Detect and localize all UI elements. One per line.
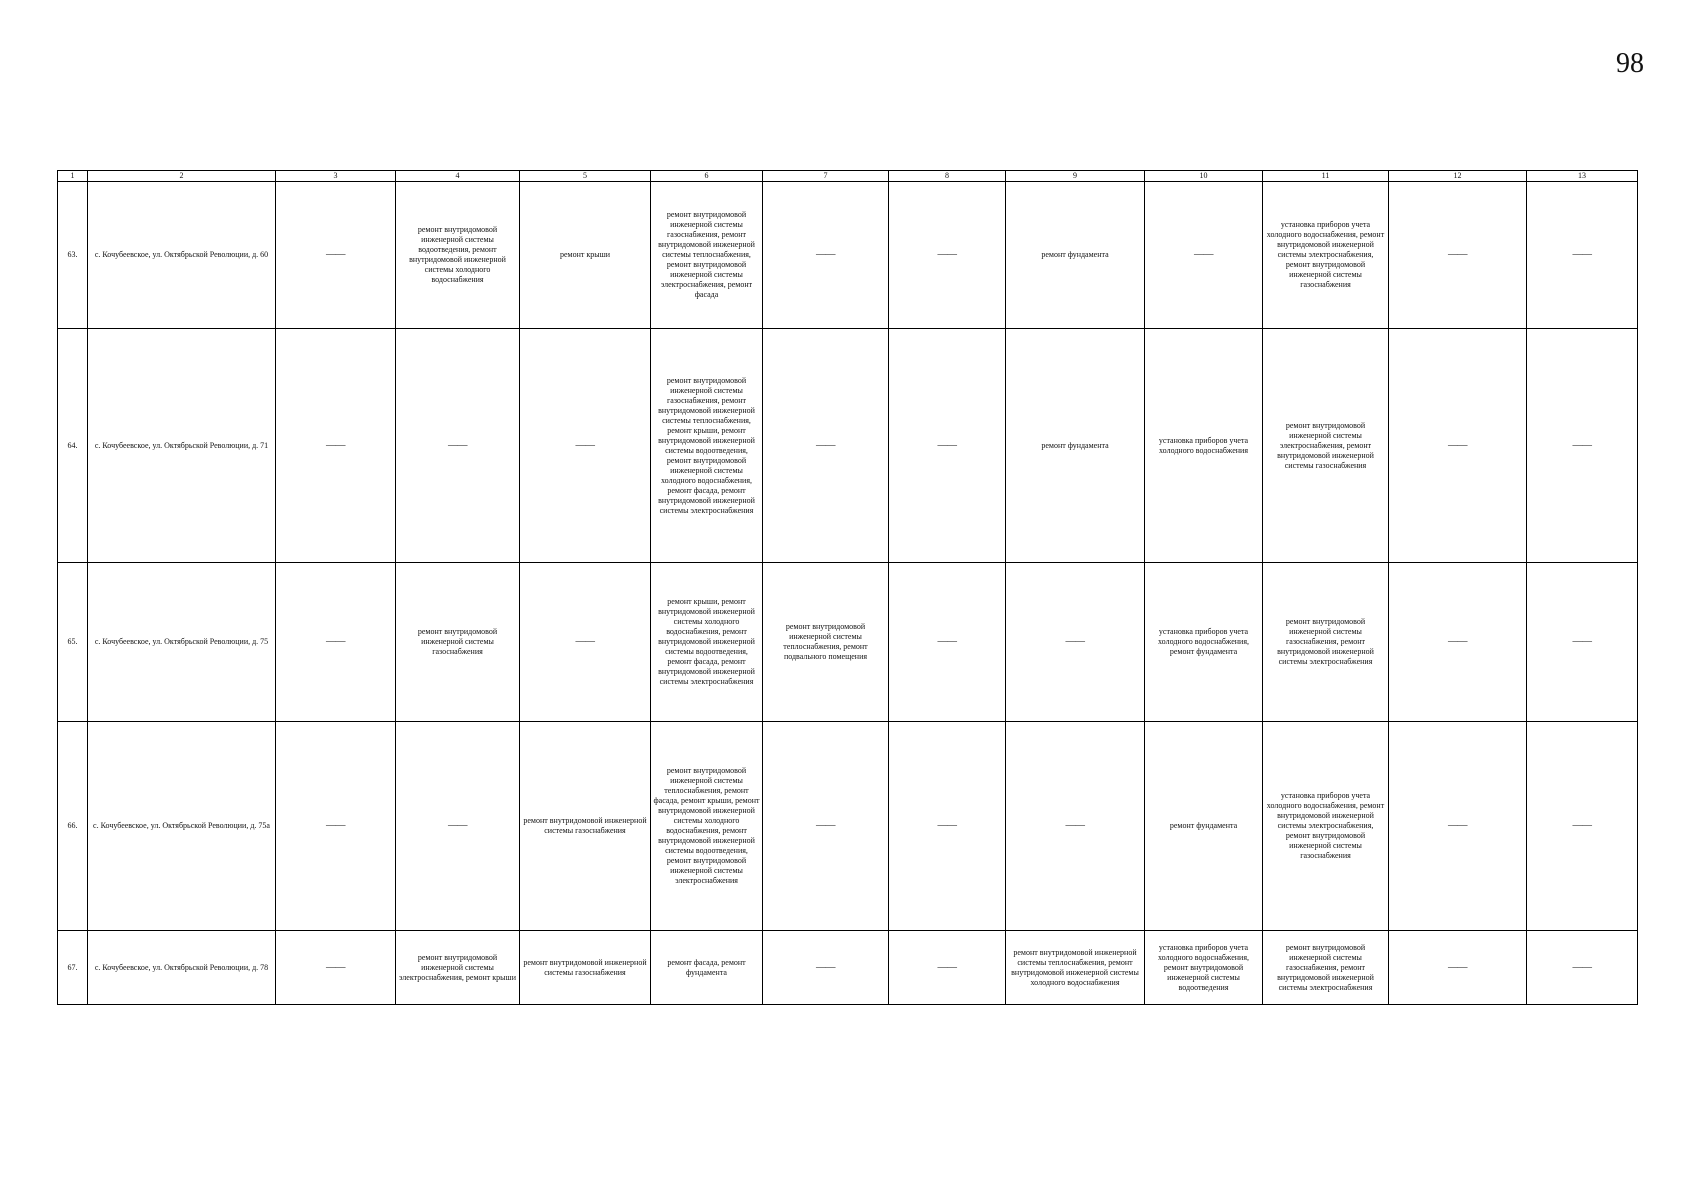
address-cell: с. Кочубеевское, ул. Октябрьской Революции, д. 71: [88, 329, 276, 563]
work-cell: ремонт внутридомовой инженерной системы водоотведения, ремонт внутридомовой инженерной системы холодного водоснабжения: [396, 182, 520, 329]
work-cell: ремонт внутридомовой инженерной системы теплоснабжения, ремонт подвального помещения: [763, 563, 889, 722]
work-cell: установка приборов учета холодного водоснабжения, ремонт внутридомовой инженерной системы водоотведения: [1145, 931, 1263, 1005]
row-number: 64.: [58, 329, 88, 563]
address-cell: с. Кочубеевское, ул. Октябрьской Революции, д. 60: [88, 182, 276, 329]
work-cell: ремонт крыши, ремонт внутридомовой инженерной системы холодного водоснабжения, ремонт внутридомовой инженерной системы водоотведения, ремонт фасада, ремонт внутридомовой инженерной системы электроснабжения: [651, 563, 763, 722]
work-cell: ремонт внутридомовой инженерной системы газоснабжения, ремонт внутридомовой инженерной системы электроснабжения: [1263, 563, 1389, 722]
column-header: 4: [396, 171, 520, 182]
work-cell: ремонт внутридомовой инженерной системы теплоснабжения, ремонт фасада, ремонт крыши, ремонт внутридомовой инженерной системы холодного водоснабжения, ремонт внутридомовой инженерной системы водоотведения, ремонт внутридомовой инженерной системы электроснабжения: [651, 722, 763, 931]
empty-cell-dash: ——: [1527, 563, 1638, 722]
empty-cell-dash: ——: [889, 182, 1006, 329]
column-header: 6: [651, 171, 763, 182]
column-header: 3: [276, 171, 396, 182]
empty-cell-dash: ——: [276, 931, 396, 1005]
empty-cell-dash: ——: [763, 931, 889, 1005]
work-cell: ремонт внутридомовой инженерной системы газоснабжения: [520, 722, 651, 931]
row-number: 65.: [58, 563, 88, 722]
empty-cell-dash: ——: [1006, 722, 1145, 931]
work-cell: ремонт внутридомовой инженерной системы газоснабжения, ремонт внутридомовой инженерной системы теплоснабжения, ремонт крыши, ремонт внутридомовой инженерной системы водоотведения, ремонт внутридомовой инженерной системы холодного водоснабжения, ремонт фасада, ремонт внутридомовой инженерной системы электроснабжения: [651, 329, 763, 563]
empty-cell-dash: ——: [1527, 329, 1638, 563]
empty-cell-dash: ——: [889, 563, 1006, 722]
work-cell: установка приборов учета холодного водоснабжения, ремонт внутридомовой инженерной системы электроснабжения, ремонт внутридомовой инженерной системы газоснабжения: [1263, 722, 1389, 931]
work-cell: ремонт внутридомовой инженерной системы газоснабжения: [520, 931, 651, 1005]
column-header: 12: [1389, 171, 1527, 182]
work-cell: установка приборов учета холодного водоснабжения: [1145, 329, 1263, 563]
column-header: 13: [1527, 171, 1638, 182]
column-header: 5: [520, 171, 651, 182]
column-header: 1: [58, 171, 88, 182]
empty-cell-dash: ——: [520, 563, 651, 722]
row-number: 67.: [58, 931, 88, 1005]
empty-cell-dash: ——: [1389, 563, 1527, 722]
empty-cell-dash: ——: [276, 329, 396, 563]
empty-cell-dash: ——: [396, 329, 520, 563]
address-cell: с. Кочубеевское, ул. Октябрьской Революции, д. 78: [88, 931, 276, 1005]
column-header: 7: [763, 171, 889, 182]
work-cell: ремонт внутридомовой инженерной системы газоснабжения: [396, 563, 520, 722]
table-row: [58, 182, 1638, 329]
work-cell: ремонт внутридомовой инженерной системы газоснабжения, ремонт внутридомовой инженерной системы электроснабжения: [1263, 931, 1389, 1005]
address-cell: с. Кочубеевское, ул. Октябрьской Революции, д. 75: [88, 563, 276, 722]
column-header: 10: [1145, 171, 1263, 182]
empty-cell-dash: ——: [763, 722, 889, 931]
table-row: [58, 722, 1638, 931]
column-number-row: [58, 171, 1638, 182]
work-cell: установка приборов учета холодного водоснабжения, ремонт внутридомовой инженерной системы электроснабжения, ремонт внутридомовой инженерной системы газоснабжения: [1263, 182, 1389, 329]
address-cell: с. Кочубеевское, ул. Октябрьской Революции, д. 75а: [88, 722, 276, 931]
page-number: 98: [1616, 48, 1644, 79]
empty-cell-dash: ——: [276, 182, 396, 329]
work-cell: ремонт внутридомовой инженерной системы электроснабжения, ремонт крыши: [396, 931, 520, 1005]
work-cell: ремонт фундамента: [1006, 182, 1145, 329]
work-cell: ремонт крыши: [520, 182, 651, 329]
empty-cell-dash: ——: [1389, 722, 1527, 931]
row-number: 63.: [58, 182, 88, 329]
empty-cell-dash: ——: [1527, 722, 1638, 931]
empty-cell-dash: ——: [1527, 931, 1638, 1005]
empty-cell-dash: ——: [1527, 182, 1638, 329]
empty-cell-dash: ——: [1389, 329, 1527, 563]
column-header: 2: [88, 171, 276, 182]
empty-cell-dash: ——: [889, 722, 1006, 931]
empty-cell-dash: ——: [1389, 182, 1527, 329]
column-header: 8: [889, 171, 1006, 182]
empty-cell-dash: ——: [889, 329, 1006, 563]
empty-cell-dash: ——: [1145, 182, 1263, 329]
table-row: [58, 563, 1638, 722]
empty-cell-dash: ——: [889, 931, 1006, 1005]
column-header: 9: [1006, 171, 1145, 182]
empty-cell-dash: ——: [396, 722, 520, 931]
work-cell: ремонт внутридомовой инженерной системы газоснабжения, ремонт внутридомовой инженерной системы теплоснабжения, ремонт внутридомовой инженерной системы электроснабжения, ремонт фасада: [651, 182, 763, 329]
column-header: 11: [1263, 171, 1389, 182]
empty-cell-dash: ——: [763, 182, 889, 329]
empty-cell-dash: ——: [763, 329, 889, 563]
repair-schedule-table: [57, 170, 1638, 1005]
work-cell: ремонт внутридомовой инженерной системы теплоснабжения, ремонт внутридомовой инженерной системы холодного водоснабжения: [1006, 931, 1145, 1005]
work-cell: ремонт фундамента: [1145, 722, 1263, 931]
empty-cell-dash: ——: [1389, 931, 1527, 1005]
work-cell: ремонт фасада, ремонт фундамента: [651, 931, 763, 1005]
work-cell: установка приборов учета холодного водоснабжения, ремонт фундамента: [1145, 563, 1263, 722]
empty-cell-dash: ——: [520, 329, 651, 563]
empty-cell-dash: ——: [276, 722, 396, 931]
row-number: 66.: [58, 722, 88, 931]
table-row: [58, 329, 1638, 563]
work-cell: ремонт внутридомовой инженерной системы электроснабжения, ремонт внутридомовой инженерной системы газоснабжения: [1263, 329, 1389, 563]
empty-cell-dash: ——: [276, 563, 396, 722]
empty-cell-dash: ——: [1006, 563, 1145, 722]
work-cell: ремонт фундамента: [1006, 329, 1145, 563]
table-row: [58, 931, 1638, 1005]
